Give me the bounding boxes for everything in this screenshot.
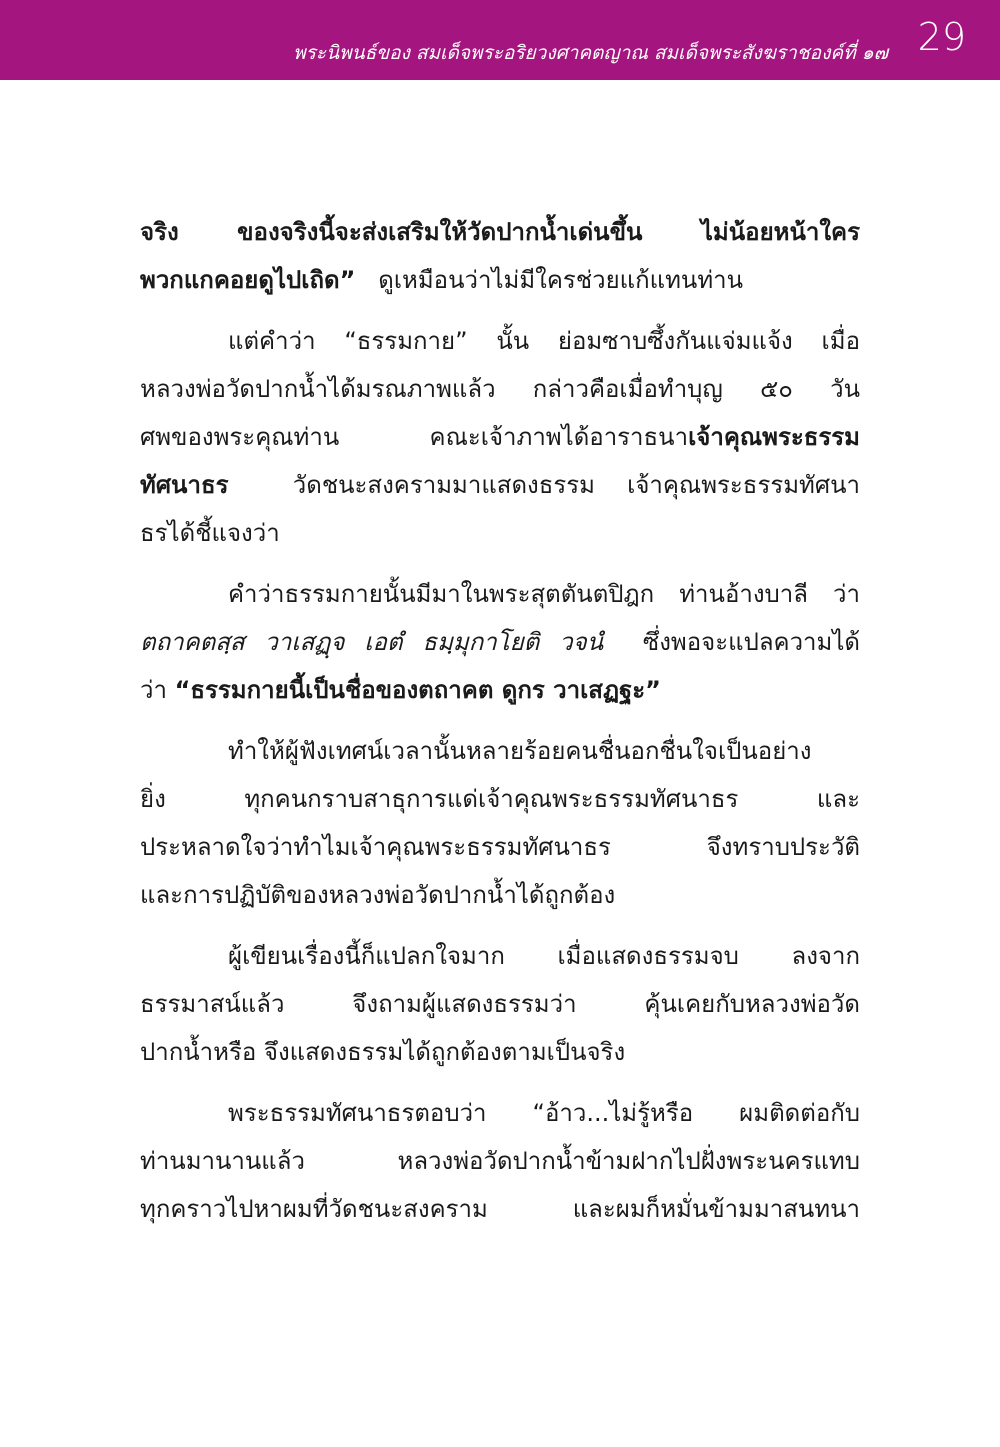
text-line: คำว่าธรรมกายนั้นมีมาในพระสุตตันตปิฎก ท่านอ้างบาลี ว่า xyxy=(228,580,860,608)
bold-name: เจ้าคุณพระธรรม xyxy=(688,423,860,451)
text-line: ธรรมาสน์แล้ว จึงถามผู้แสดงธรรมว่า คุ้นเคยกับหลวงพ่อวัด xyxy=(140,990,860,1018)
text-span: ซึ่งพอจะแปลความได้ xyxy=(642,628,860,656)
text-span: ดูเหมือนว่าไม่มีใครช่วยแก้แทนท่าน xyxy=(378,266,744,294)
text-line: ผู้เขียนเรื่องนี้ก็แปลกใจมาก เมื่อแสดงธรรมจบ ลงจาก xyxy=(228,942,860,970)
paragraph-4 xyxy=(140,727,860,919)
page-header xyxy=(0,0,1000,80)
text-span: วัดชนะสงครามมาแสดงธรรม เจ้าคุณพระธรรมทัศนา xyxy=(292,471,860,499)
text-line xyxy=(140,413,860,461)
text-line: ยิ่ง ทุกคนกราบสาธุการแด่เจ้าคุณพระธรรมทัศนาธร และ xyxy=(140,785,860,813)
running-title: พระนิพนธ์ของ สมเด็จพระอริยวงศาคตญาณ สมเด็จพระสังฆราชองค์ที่ ๑๗ xyxy=(293,42,888,64)
text-line: แต่คำว่า “ธรรมกาย” นั้น ย่อมซาบซึ้งกันแจ่มแจ้ง เมื่อ xyxy=(228,327,860,355)
text-line: และการปฏิบัติของหลวงพ่อวัดปากน้ำได้ถูกต้อง xyxy=(140,881,616,909)
text-line xyxy=(140,618,860,666)
text-span: ศพของพระคุณท่าน คณะเจ้าภาพได้อาราธนา xyxy=(140,423,689,451)
body-text xyxy=(140,208,860,1233)
text-line: ปากน้ำหรือ จึงแสดงธรรมได้ถูกต้องตามเป็นจริง xyxy=(140,1038,626,1066)
bold-quote: “ธรรมกายนี้เป็นชื่อของตถาคต ดูกร วาเสฏฐะ” xyxy=(174,676,661,704)
page-number: 29 xyxy=(917,15,966,59)
text-line: ทุกคราวไปหาผมที่วัดชนะสงคราม และผมก็หมั่นข้ามมาสนทนา xyxy=(140,1195,860,1223)
text-line: หลวงพ่อวัดปากน้ำได้มรณภาพแล้ว กล่าวคือเมื่อทำบุญ ๕๐ วัน xyxy=(140,375,860,403)
bold-quote: พวกแกคอยดูไปเถิด” xyxy=(140,266,356,294)
paragraph-1 xyxy=(140,208,860,304)
text-line: ท่านมานานแล้ว หลวงพ่อวัดปากน้ำข้ามฝากไปฝั่งพระนครแทบ xyxy=(140,1147,860,1175)
text-line: ประหลาดใจว่าทำไมเจ้าคุณพระธรรมทัศนาธร จึงทราบประวัติ xyxy=(140,833,860,861)
text-line: ธรได้ชี้แจงว่า xyxy=(140,519,280,547)
text-line xyxy=(140,256,860,304)
paragraph-3 xyxy=(140,570,860,714)
paragraph-6 xyxy=(140,1089,860,1233)
text-line: พระธรรมทัศนาธรตอบว่า “อ้าว...ไม่รู้หรือ ผมติดต่อกับ xyxy=(228,1099,860,1127)
text-span: ว่า xyxy=(140,676,167,704)
pali-quote: ตถาคตสฺส วาเสฏฺจ เอตํ ธมฺมุกาโยติ วจนํ xyxy=(140,628,604,656)
paragraph-5 xyxy=(140,932,860,1076)
text-line: จริง ของจริงนี้จะส่งเสริมให้วัดปากน้ำเด่นขึ้น ไม่น้อยหน้าใคร xyxy=(140,218,860,246)
text-line xyxy=(140,666,860,714)
paragraph-2 xyxy=(140,317,860,557)
bold-name: ทัศนาธร xyxy=(140,471,229,499)
text-line: ทำให้ผู้ฟังเทศน์เวลานั้นหลายร้อยคนชื่นอกชื่นใจเป็นอย่าง xyxy=(228,737,812,765)
text-line xyxy=(140,461,860,509)
